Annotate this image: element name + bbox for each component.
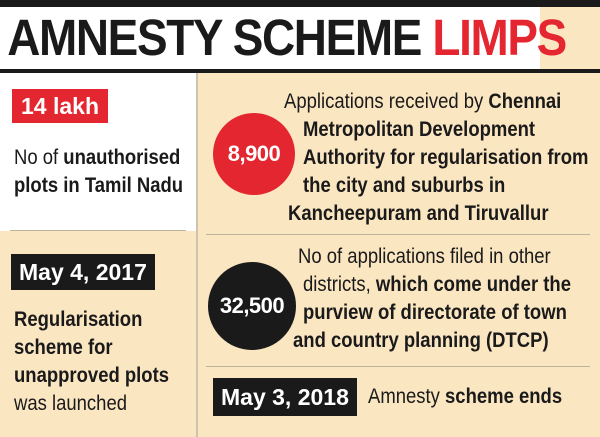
unauthorised-plots-line1	[14, 144, 180, 172]
stat2-line1: No of applications filed in other	[298, 245, 551, 268]
unauthorised-plots-figure: 14 lakh	[12, 89, 108, 123]
stat1-line5: Kancheepuram and Tiruvallur	[288, 202, 549, 225]
launch-line2: scheme for	[14, 336, 113, 359]
applications-cmda-figure: 8,900	[213, 113, 295, 195]
text-bold: Chennai	[488, 90, 562, 113]
headline-main: AMNESTY SCHEME	[7, 9, 433, 66]
headline-accent: LIMPS	[432, 9, 566, 66]
column-divider	[196, 73, 198, 437]
text-bold: scheme ends	[445, 385, 563, 408]
text-bold: unauthorised	[63, 146, 181, 169]
scheme-end-text	[368, 383, 562, 411]
stat-divider-1	[206, 234, 590, 235]
left-divider	[10, 230, 186, 231]
stat1-line3: Authority for regularisation from	[303, 146, 589, 169]
applications-dtcp-figure: 32,500	[208, 262, 296, 350]
unauthorised-plots-line2: plots in Tamil Nadu	[14, 174, 184, 197]
stat1-line2: Metropolitan Development	[303, 118, 536, 141]
text-bold: which come under the	[375, 273, 572, 296]
stat2-line2	[303, 271, 571, 299]
text-normal: Applications received by	[284, 90, 489, 113]
headline	[0, 7, 566, 69]
stat2-line4: and country planning (DTCP)	[293, 329, 549, 352]
text-normal: districts,	[303, 273, 376, 296]
stat-divider-2	[206, 366, 590, 367]
text-normal: Amnesty	[368, 385, 446, 408]
stat2-line3: purview of directorate of town	[303, 301, 567, 324]
launch-line3: unapproved plots	[14, 364, 170, 387]
end-date-badge: May 3, 2018	[213, 378, 357, 416]
launch-date-badge: May 4, 2017	[11, 254, 155, 290]
stat1-line1	[284, 88, 561, 116]
text-normal: No of	[14, 146, 64, 169]
stat1-line4: the city and suburbs in	[303, 174, 506, 197]
launch-line1: Regularisation	[14, 308, 143, 331]
launch-line4: was launched	[14, 392, 128, 415]
top-bar	[0, 0, 600, 7]
